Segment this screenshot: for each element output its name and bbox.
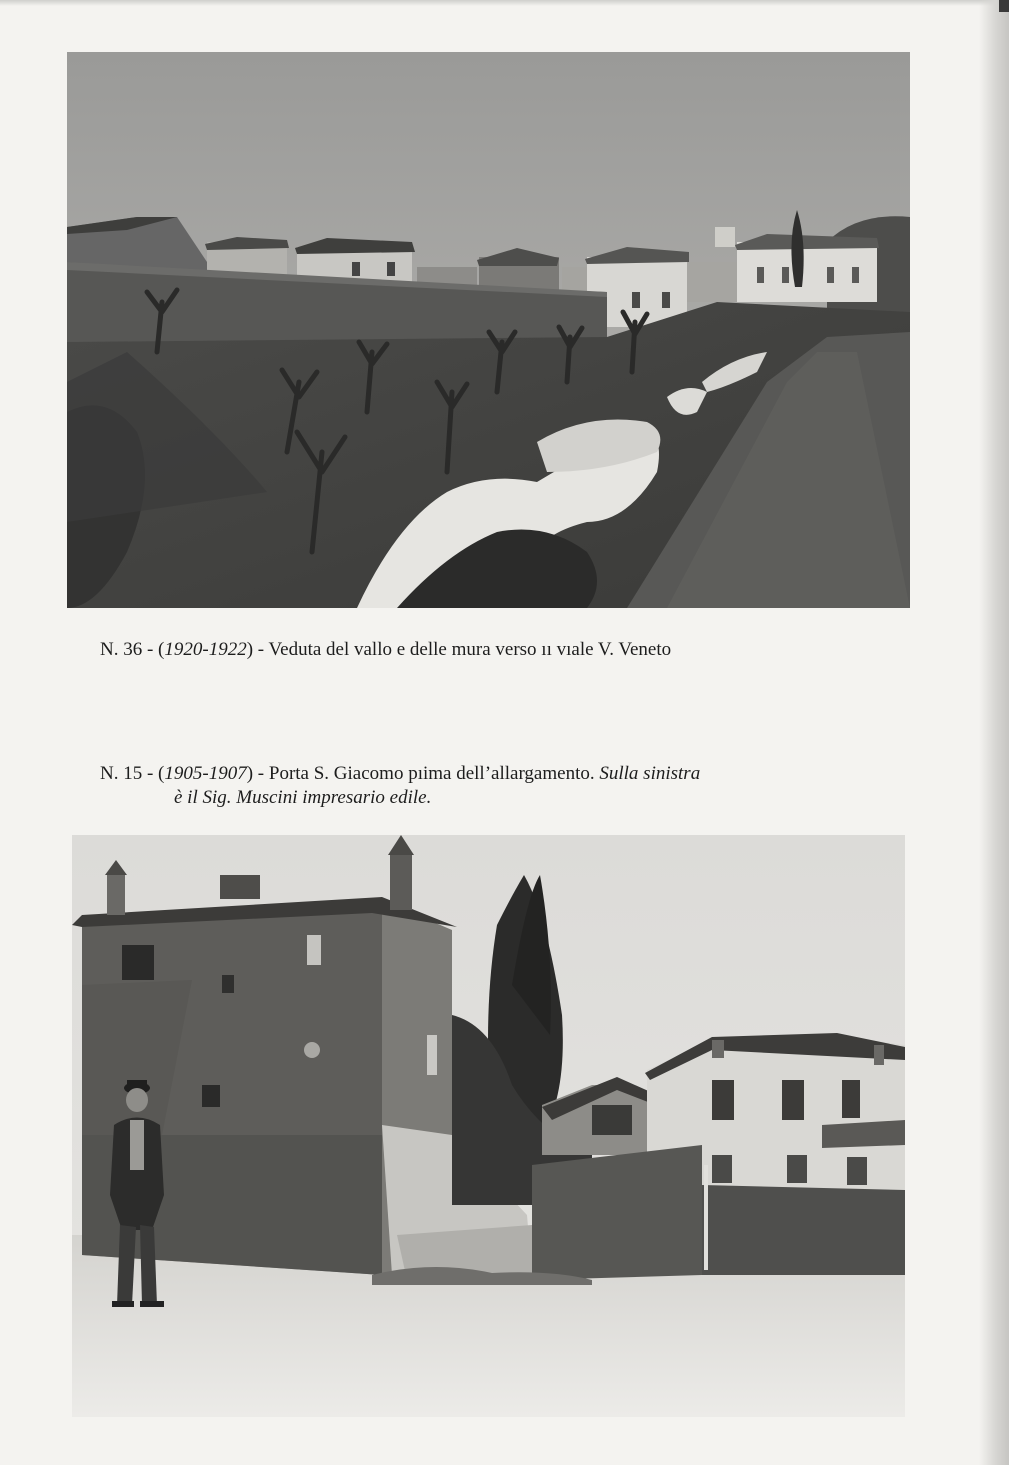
- caption-15-date: 1905-1907: [164, 763, 247, 784]
- caption-photo-15: [100, 762, 700, 786]
- caption-36-number: N. 36 - (: [100, 639, 165, 660]
- photo-porta-san-giacomo: [72, 835, 905, 1417]
- page-binding-shadow: [979, 0, 1009, 1465]
- caption-36-text: ) - Veduta del vallo e delle mura verso ıı vıale V. Veneto: [246, 639, 672, 660]
- photo-vallo-mura-image: [67, 52, 910, 608]
- page-top-edge: [0, 0, 1009, 6]
- caption-15-italic-1: Sulla sinistra: [599, 763, 701, 784]
- caption-15-number: N. 15 - (: [100, 763, 165, 784]
- photo-vallo-mura: [67, 52, 910, 608]
- page-corner-mark: [999, 0, 1009, 12]
- caption-36-date: 1920-1922: [164, 639, 247, 660]
- caption-photo-36: [100, 638, 671, 662]
- photo-porta-san-giacomo-image: [72, 835, 905, 1417]
- caption-photo-15-line-2: è il Sig. Muscini impresario edile.: [174, 787, 432, 808]
- caption-15-text: ) - Porta S. Giacomo pıima dell’allargamento.: [246, 763, 600, 784]
